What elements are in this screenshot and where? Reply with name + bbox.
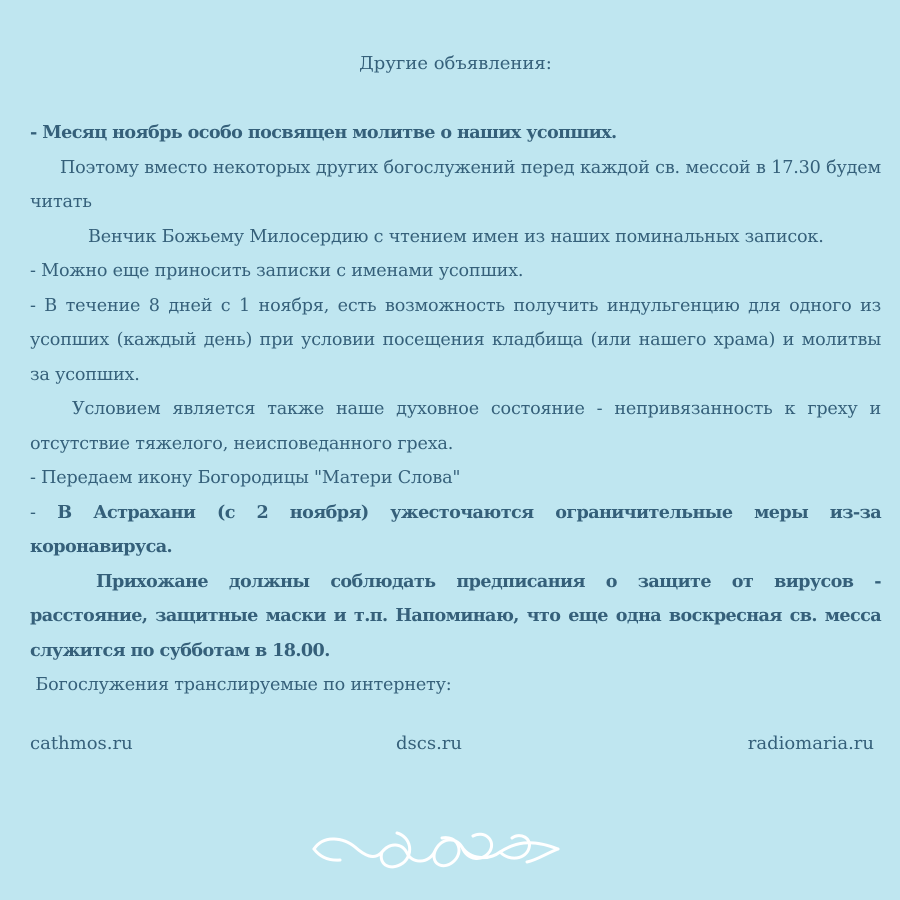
broadcast-links <box>30 729 874 759</box>
broadcast-heading <box>30 668 881 703</box>
announcement-icon-transfer: - Передаем икону Богородицы "Матери Слова" <box>30 468 461 488</box>
announcement-november-prayer: - Месяц ноябрь особо посвящен молитве о наших усопших. <box>30 122 617 143</box>
link-dscs[interactable]: dscs.ru <box>396 733 462 754</box>
decorative-swirl-icon <box>310 820 568 874</box>
broadcast-heading-text: Богослужения транслируемые по интернету: <box>35 675 452 695</box>
announcement-covid-text: В Астрахани (с 2 ноября) ужесточаются ограничительные меры из-за коронавируса. <box>30 501 882 557</box>
page-title: Другие объявления: <box>359 53 552 74</box>
announcement-parishioner-rules: Прихожане должны соблюдать предписания о защите от вирусов - расстояние, защитные маски и т.п. Напоминаю, что еще одна воскресная св. месса служится по субботам в 18.00. <box>30 570 881 661</box>
announcements-body <box>30 116 881 703</box>
announcement-name-notes: - Можно еще приносить записки с именами усопших. <box>30 261 524 281</box>
announcements-page <box>30 0 881 900</box>
announcement-indulgence: - В течение 8 дней с 1 ноября, есть возможность получить индульгенцию для одного из усопших (каждый день) при условии посещения кладбища (или нашего храма) и молитвы за усопших. <box>30 295 881 385</box>
announcement-covid-measures <box>30 496 881 565</box>
link-cathmos[interactable]: cathmos.ru <box>30 733 133 754</box>
announcement-chaplet-names: Венчик Божьему Милосердию с чтением имен из наших поминальных записок. <box>88 226 824 247</box>
announcement-spiritual-condition: Условием является также наше духовное состояние - непривязанность к греху и отсутствие тяжелого, неисповеданного греха. <box>30 399 881 454</box>
announcement-covid-prefix: - <box>30 502 58 523</box>
announcement-chaplet-schedule: Поэтому вместо некоторых других богослужений перед каждой св. мессой в 17.30 будем читать <box>30 157 881 212</box>
link-radiomaria[interactable]: radiomaria.ru <box>747 733 874 754</box>
